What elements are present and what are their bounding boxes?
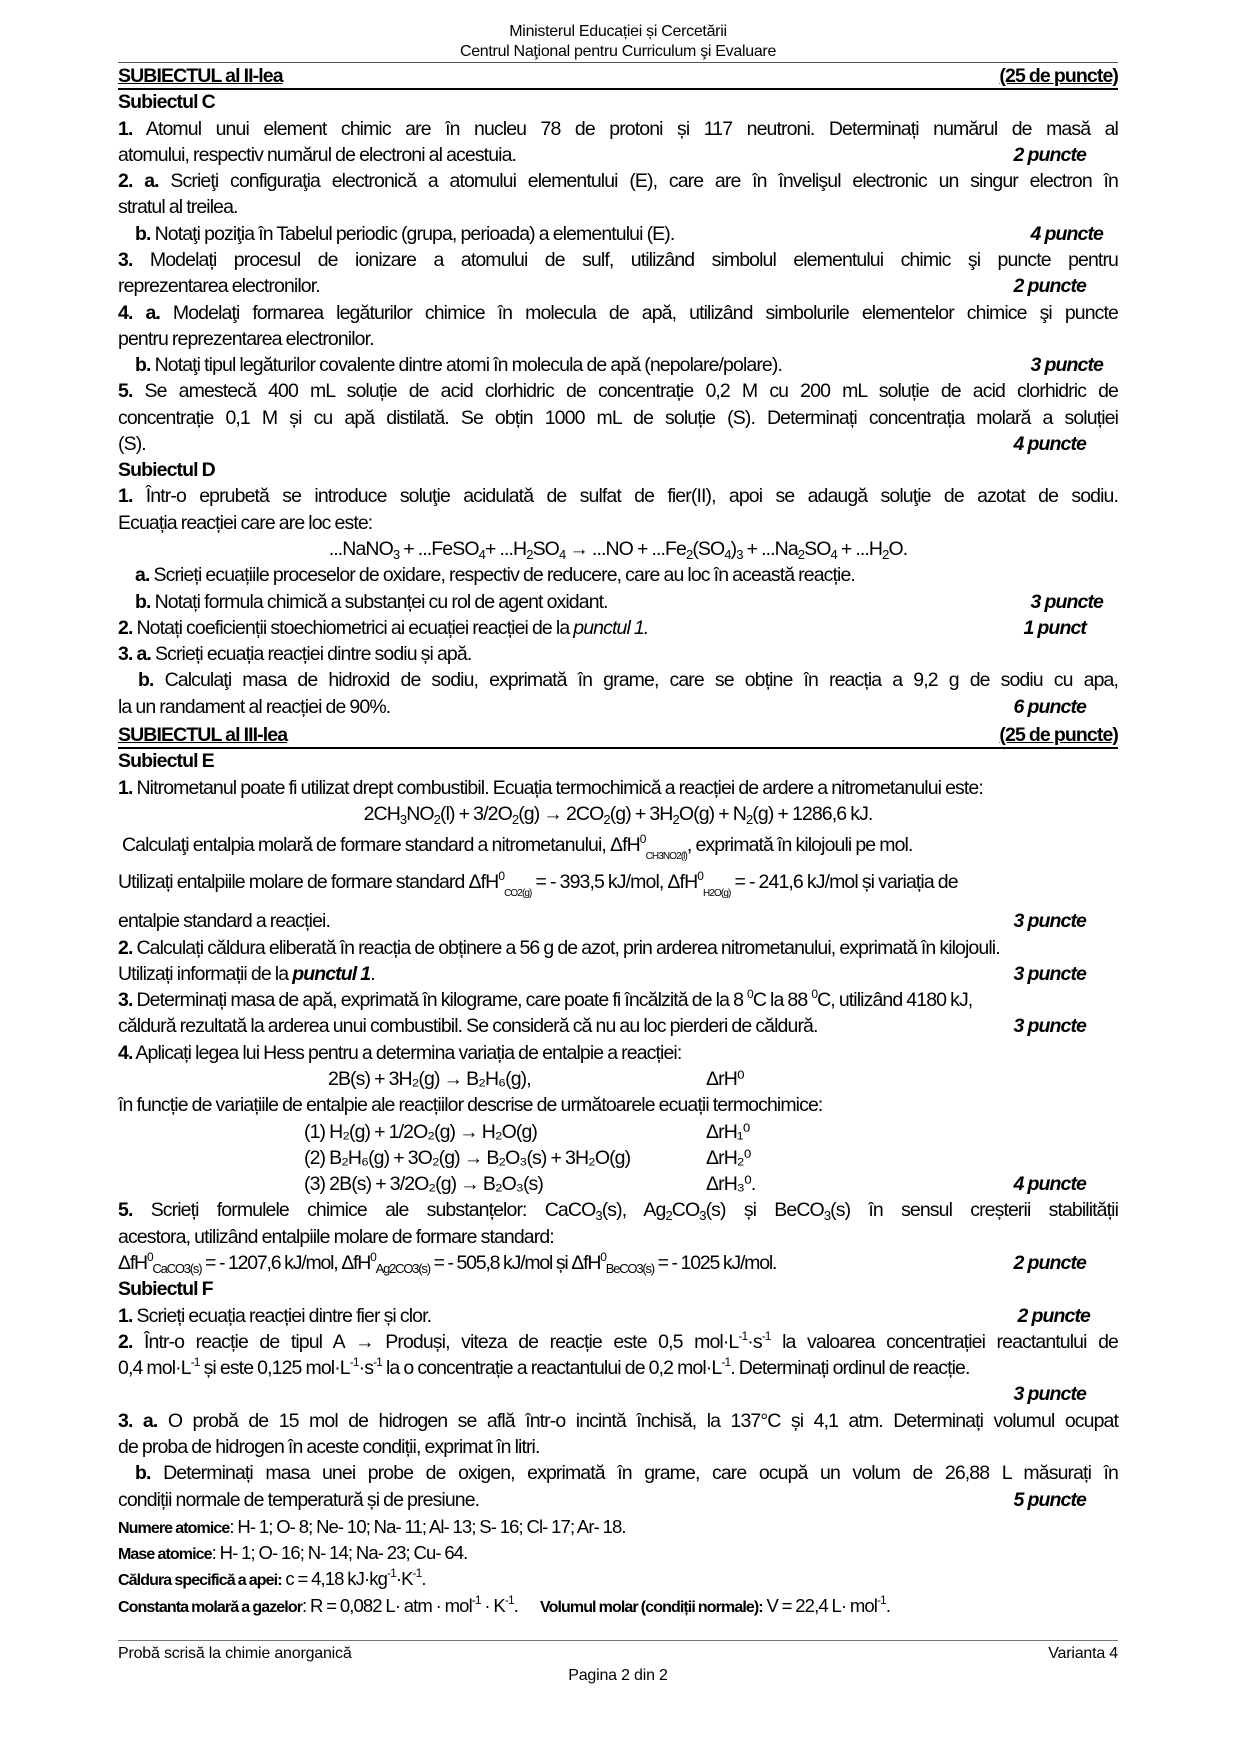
f-q3-a-line1: 3. a. O probă de 15 mol de hidrogen se află într-o incintă închisă, la 137°C și 4,1 atm. Determinați volumul ocupat <box>118 1409 1118 1432</box>
c-q5-line1: 5. Se amestecă 400 mL soluție de acid clorhidric de concentrație 0,2 M cu 200 mL soluție de acid clorhidric de <box>118 380 1118 403</box>
footer-rule <box>118 1640 1118 1641</box>
f-q3-points: 5 puncte <box>1013 1488 1086 1511</box>
e-q1-line1: 1. Nitrometanul poate fi utilizat drept combustibil. Ecuația termochimică a reacției de ardere a nitrometanului este: <box>118 776 983 799</box>
c-q1-line2: atomului, respectiv numărul de electroni al acestuia. 2 puncte <box>118 143 1086 166</box>
e-q2-points: 3 puncte <box>1013 962 1086 985</box>
e-q1-equation: $2CH_3NO_2(l) + 3/2O_2(g) \to 2CO_2(g) + 3H_2O(g) + N_2(g) + 1286,6$ kJ. <box>363 803 873 828</box>
center-name: Centrul Naţional pentru Curriculum şi Evaluare <box>459 43 777 60</box>
e-q4-line3: în funcție de variațiile de entalpie ale reacțiilor descrise de următoarele ecuații termochimice: <box>118 1094 823 1117</box>
atomic-masses: Mase atomice: H- 1; O- 16; N- 14; Na- 23; Cu- 64. <box>118 1542 468 1564</box>
e-q5-line1: 5. Scrieți formulele chimice ale substanțelor: CaCO$_3$(s), $Ag_2CO_3(s)$ și BeCO$_3$(s) în sensul creșterii stabilității <box>118 1199 1118 1224</box>
d-q3-points: 6 puncte <box>1013 695 1086 718</box>
e-q1-line4: Utilizați entalpiile molare de formare standard ΔfH$^0_{CO2(g)}$ = - 393,5 kJ/mol, ΔfH$^0_{H2O(g)}$ = - 241,6 kJ/mol și variația de <box>118 868 958 899</box>
subject3-heading <box>118 723 1118 747</box>
e-q1-line3: Calculaţi entalpia molară de formare standard a nitrometanului, ΔfH$^0_{CH3NO2(l)}$, exprimată în kilojouli pe mol. <box>122 831 913 862</box>
c-q3-line1: 3. Modelați procesul de ionizare a atomului de sulf, utilizând simbolul elementului chimic şi puncte pentru <box>118 248 1118 271</box>
subject3-title: SUBIECTUL al III-lea <box>118 724 288 747</box>
c-q2-b: b. Notaţi poziţia în Tabelul periodic (grupa, perioada) a elementului (E). 4 puncte <box>135 222 1103 245</box>
e-q2-line1: 2. Calculați căldura eliberată în reacția de obținere a 56 g de azot, prin arderea nitrometanului, exprimată în kilojouli. <box>118 936 1000 959</box>
e-q3-line2: căldură rezultată la arderea unui combustibil. Se consideră că nu au loc pierderi de căldură. 3 puncte <box>118 1015 1086 1038</box>
d-q1-line1: 1. Într-o eprubetă se introduce soluţie acidulată de sulfat de fier(II), apoi se adaugă soluţie de azotat de sodiu. <box>118 485 1118 508</box>
d-q2-points: 1 punct <box>1023 616 1086 639</box>
e-q2-line2: Utilizați informații de la punctul 1. 3 puncte <box>118 962 1086 985</box>
subject2-title: SUBIECTUL al II-lea <box>118 65 283 87</box>
e-q5-points: 2 puncte <box>1013 1251 1086 1274</box>
c-q1-points: 2 puncte <box>1013 143 1086 166</box>
subject2-heading <box>118 64 1118 88</box>
c-q5-points: 4 puncte <box>1013 432 1086 455</box>
c-q2-line2: stratul al treilea. <box>118 196 238 219</box>
c-q4-b: b. Notaţi tipul legăturilor covalente dintre atomi în molecula de apă (nepolare/polare). 3 puncte <box>135 354 1103 377</box>
subsection-c-title: Subiectul C <box>118 91 215 114</box>
e-q5-line3: ΔfH$^0_{CaCO3(s)}$ = - 1207,6 kJ/mol, ΔfH$^0_{Ag2CO3(s)}$ = - 505,8 kJ/mol și ΔfH$^0_{BeCO3(s)}$ = - 1025 kJ/mol. 2 puncte <box>118 1249 1086 1276</box>
subsection-f-title: Subiectul F <box>118 1278 213 1301</box>
f-q3-a-line2: de proba de hidrogen în aceste condiții, exprimat în litri. <box>118 1435 540 1458</box>
enthalpy-symbol: ΔfH <box>609 833 640 856</box>
e-q1-line5: entalpie standard a reacției. 3 puncte <box>118 910 1086 933</box>
d-q3-b-line2: la un randament al reacției de 90%. 6 puncte <box>118 695 1086 718</box>
c-q4-line2: pentru reprezentarea electronilor. <box>118 327 374 350</box>
c-q4-line1: 4. a. Modelaţi formarea legăturilor chimice în molecula de apă, utilizând simbolurile elementelor chimice şi puncte <box>118 301 1118 324</box>
c-q2-points: 4 puncte <box>1030 222 1103 245</box>
c-q5-line2: concentrație 0,1 M și cu apă distilată. Se obțin 1000 mL de soluție (S). Determinați concentrația molară a soluției <box>118 406 1118 429</box>
d-q1-b: b. Notați formula chimică a substanței cu rol de agent oxidant. 3 puncte <box>135 590 1103 613</box>
c-q3-points: 2 puncte <box>1013 275 1086 298</box>
footer-exam-name: Probă scrisă la chimie anorganică <box>118 1645 352 1663</box>
e-q5-line2: acestora, utilizând entalpiile molare de formare standard: <box>118 1225 554 1248</box>
f-q1-points: 2 puncte <box>1017 1304 1090 1327</box>
f-q2-points: 3 puncte <box>1013 1383 1086 1406</box>
footer-variant: Varianta 4 <box>1048 1645 1118 1663</box>
footer-page-number: Pagina 2 din 2 <box>568 1666 668 1684</box>
d-q3-b-line1: b. Calculaţi masa de hidroxid de sodiu, exprimată în grame, care se obține în reacția a 9,2 g de sodiu cu apa, <box>138 669 1118 692</box>
atomic-numbers: Numere atomice: H- 1; O- 8; Ne- 10; Na- 11; Al- 13; S- 16; Cl- 17; Ar- 18. <box>118 1515 626 1537</box>
c-q3-line2: reprezentarea electronilor. 2 puncte <box>118 275 1086 298</box>
f-q1: 1. Scrieți ecuația reacției dintre fier și clor. 2 puncte <box>118 1304 1090 1327</box>
subject2-points: (25 de puncte) <box>999 65 1118 87</box>
c-q5-line3: (S). 4 puncte <box>118 432 1086 455</box>
d-q1-a: a. Scrieți ecuațiile proceselor de oxidare, respectiv de reducere, care au loc în această reacție. <box>135 564 855 587</box>
f-q3-b-line1: b. Determinați masa unei probe de oxigen, exprimată în grame, care ocupă un volum de 26,88 L măsurați în <box>135 1462 1118 1485</box>
f-q2-line1: 2. Într-o reacție de tipul A → Produși, viteza de reacție este 0,5 $mol\cdot L^{-1}\cdot s^{-1}$ la valoarea concentrației reactantului de <box>118 1328 1118 1353</box>
d-q3-a: 3. a. Scrieți ecuația reacției dintre sodiu și apă. <box>118 643 472 666</box>
d-q1-equation: ...NaNO$_3$ + ...FeSO$_4$+ $...H_2SO_4 \to ...NO + ...Fe_2(SO_4)_3 + ...Na_2SO_4 + ...H_2O$. <box>328 538 908 563</box>
e-q3-points: 3 puncte <box>1013 1015 1086 1038</box>
d-q1-line2: Ecuația reacției care are loc este: <box>118 511 373 534</box>
f-q2-line2: 0,4 $mol\cdot L^{-1}$ și este 0,125 $mol\cdot L^{-1}\cdot s^{-1}$ la o concentrație a reactantului de 0,2 $mol\cdot L^{-1}$. Determinați ordinul de reacție. <box>118 1355 970 1380</box>
c-q2-line1: 2. a. Scrieţi configuraţia electronică a atomului elementului (E), care are în învelişul electronic un singur electron în <box>118 170 1118 193</box>
ministry-name: Ministerul Educației și Cercetării <box>509 23 727 40</box>
e-q4-points: 4 puncte <box>1013 1173 1086 1196</box>
subsection-e-title: Subiectul E <box>118 750 214 773</box>
e-q3-line1: 3. Determinați masa de apă, exprimată în kilograme, care poate fi încălzită de la 8 $^0$C la 88 $^0$C, utilizând 4180 kJ, <box>118 987 973 1012</box>
subject3-points: (25 de puncte) <box>999 724 1118 747</box>
d-q1-points: 3 puncte <box>1030 590 1103 613</box>
c-q1-line1: 1. Atomul unui element chimic are în nucleu 78 de protoni și 117 neutroni. Determinați numărul de masă al <box>118 117 1118 140</box>
e-q4-line1: 4. Aplicați legea lui Hess pentru a determina variația de entalpie a reacției: <box>118 1041 682 1064</box>
e-q1-points: 3 puncte <box>1013 910 1086 933</box>
specific-heat: Căldura specifică a apei: c = 4,18 $kJ\cdot kg^{-1}\cdot K^{-1}$. <box>118 1566 426 1590</box>
gas-constants: Constanta molară a gazelor: R = 0,082 L· atm · $mol^{-1} \cdot K^{-1}$. Volumul molar (condiții normale): V = 22,4 L· mol$^{-1}$. <box>118 1592 891 1616</box>
f-q3-b-line2: condiții normale de temperatură și de presiune. 5 puncte <box>118 1488 1086 1511</box>
d-q2: 2. Notați coeficienții stoechiometrici ai ecuației reacției de la punctul 1. 1 punct <box>118 616 1086 639</box>
c-q4-points: 3 puncte <box>1030 354 1103 377</box>
subsection-d-title: Subiectul D <box>118 459 215 482</box>
header-rule <box>118 62 1118 63</box>
